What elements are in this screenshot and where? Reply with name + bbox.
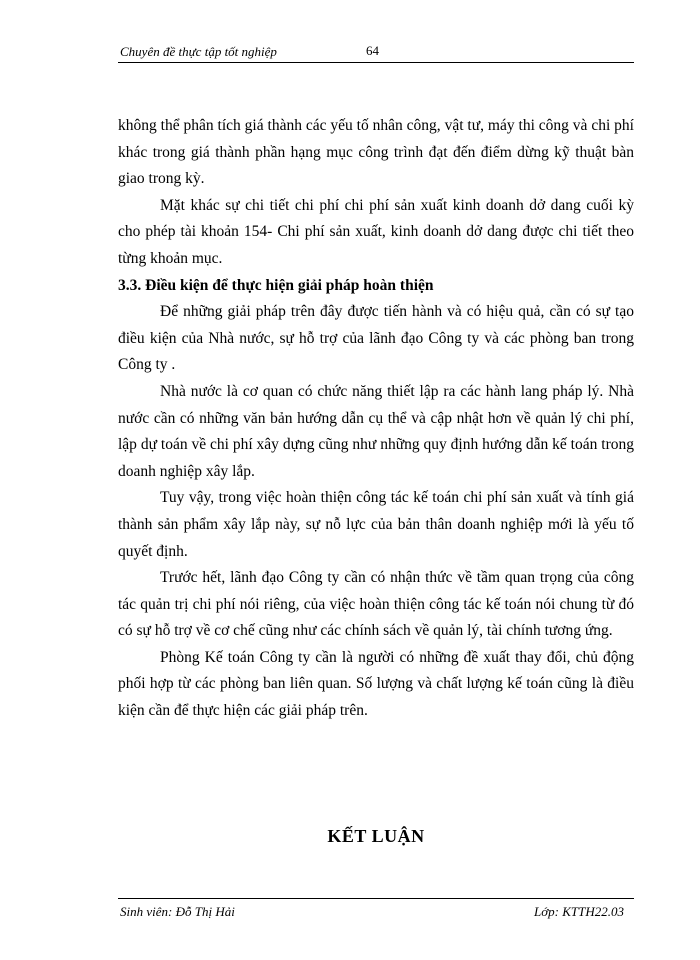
footer-class: Lớp: KTTH22.03: [533, 904, 624, 919]
conclusion-title: KẾT LUẬN: [327, 826, 425, 846]
page-header: [118, 40, 634, 63]
footer-student: Sinh viên: Đỗ Thị Hải: [120, 904, 235, 919]
page-footer: [118, 898, 634, 923]
paragraph-conditions: Để những giải pháp trên đây được tiến hành và có hiệu quả, cần có sự tạo điều kiện của Nhà nước, sự hỗ trợ của lãnh đạo Công ty và các phòng ban trong Công ty .: [118, 303, 634, 374]
page-number: 64: [366, 43, 379, 58]
section-heading: 3.3. Điều kiện để thực hiện giải pháp hoàn thiện: [118, 276, 434, 294]
document-body: [118, 113, 634, 725]
paragraph-continuation: không thể phân tích giá thành các yếu tố nhân công, vật tư, máy thi công và chi phí khác trong giá thành phần hạng mục công trình đạt đến điểm dừng kỹ thuật bàn giao trong kỳ.: [118, 117, 634, 188]
paragraph-leadership: Trước hết, lãnh đạo Công ty cần có nhận thức về tầm quan trọng của công tác quản trị chi phí nói riêng, của việc hoàn thiện công tác kế toán nói chung từ đó có sự hỗ trợ về cơ chế cũng như các chính sách về quản lý, tài chính tương ứng.: [118, 569, 634, 640]
paragraph-enterprise-effort: Tuy vậy, trong việc hoàn thiện công tác kế toán chi phí sản xuất và tính giá thành sản phẩm xây lắp này, sự nỗ lực của bản thân doanh nghiệp mới là yếu tố quyết định.: [118, 489, 634, 560]
paragraph-accounting-dept: Phòng Kế toán Công ty cần là người có những đề xuất thay đổi, chủ động phối hợp từ các phòng ban liên quan. Số lượng và chất lượng kế toán cũng là điều kiện cần để thực hiện các giải pháp trên.: [118, 648, 634, 720]
paragraph-state-role: Nhà nước là cơ quan có chức năng thiết lập ra các hành lang pháp lý. Nhà nước cần có những văn bản hướng dẫn cụ thể và cập nhật hơn về quản lý chi phí, lập dự toán về chi phí xây dựng cũng như những quy định hướng dẫn kế toán trong doanh nghiệp xây lắp.: [118, 382, 634, 480]
header-title: Chuyên đề thực tập tốt nghiệp: [120, 44, 277, 59]
paragraph-account-detail: Mặt khác sự chi tiết chi phí chi phí sản xuất kinh doanh dở dang cuối kỳ cho phép tài khoản 154- Chi phí sản xuất, kinh doanh dở dang được chi tiết theo từng khoản mục.: [118, 196, 634, 267]
